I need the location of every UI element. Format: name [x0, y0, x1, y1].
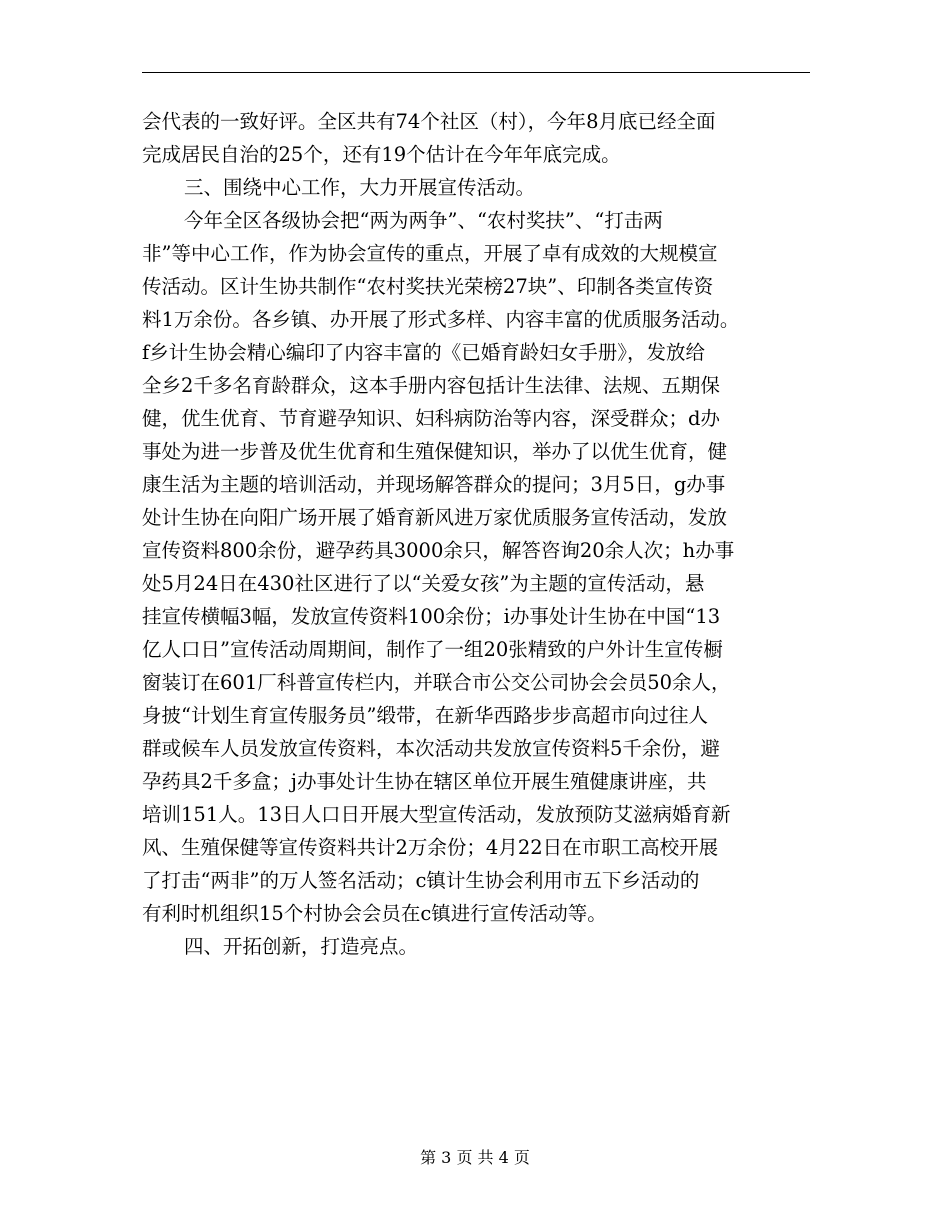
text-line: 处5月24日在430社区进行了以“关爱女孩”为主题的宣传活动，悬 [142, 572, 705, 595]
text-line: 群或候车人员发放宣传资料，本次活动共发放宣传资料5千余份，避 [142, 737, 720, 760]
text-line: 培训151人。13日人口日开展大型宣传活动，发放预防艾滋病婚育新 [142, 803, 731, 826]
text-line: 非”等中心工作，作为协会宣传的重点，开展了卓有成效的大规模宣 [142, 242, 718, 265]
text-line: 料1万余份。各乡镇、办开展了形式多样、内容丰富的优质服务活动。 [142, 308, 740, 331]
text-line: 传活动。区计生协共制作“农村奖扶光荣榜27块”、印制各类宣传资 [142, 275, 714, 298]
text-line: 亿人口日”宣传活动周期间，制作了一组20张精致的户外计生宣传橱 [142, 638, 723, 661]
body-text [142, 105, 810, 963]
section-heading: 四、开拓创新，打造亮点。 [184, 935, 419, 958]
paragraph-start: 今年全区各级协会把“两为两争”、“农村奖扶”、“打击两 [184, 209, 663, 232]
text-line: 有利时机组织15个村协会会员在c镇进行宣传活动等。 [142, 902, 607, 925]
text-line: 事处为进一步普及优生优育和生殖保健知识，举办了以优生优育，健 [142, 440, 728, 463]
text-line: 窗装订在601厂科普宣传栏内，并联合市公交公司协会会员50余人， [142, 671, 731, 694]
text-line: 风、生殖保健等宣传资料共计2万余份；4月22日在市职工高校开展 [142, 836, 719, 859]
text-line: 健，优生优育、节育避孕知识、妇科病防治等内容，深受群众；d办 [142, 407, 720, 430]
section-heading: 三、围绕中心工作，大力开展宣传活动。 [184, 176, 536, 199]
text-line: 身披“计划生育宣传服务员”缎带，在新华西路步步高超市向过往人 [142, 704, 708, 727]
text-line: 处计生协在向阳广场开展了婚育新风进万家优质服务宣传活动，发放 [142, 506, 728, 529]
page-number-footer: 第 3 页 共 4 页 [420, 1148, 530, 1167]
text-line: 宣传资料800余份，避孕药具3000余只，解答咨询20余人次；h办事 [142, 539, 735, 562]
text-line: 会代表的一致好评。全区共有74个社区（村），今年8月底已经全面 [142, 110, 716, 133]
text-line: 完成居民自治的25个，还有19个估计在今年年底完成。 [142, 143, 621, 166]
text-line: f乡计生协会精心编印了内容丰富的《已婚育龄妇女手册》，发放给 [142, 341, 705, 364]
text-line: 挂宣传横幅3幅，发放宣传资料100余份；i办事处计生协在中国“13 [142, 605, 721, 628]
text-line: 孕药具2千多盒；j办事处计生协在辖区单位开展生殖健康讲座，共 [142, 770, 707, 793]
text-line: 康生活为主题的培训活动，并现场解答群众的提问；3月5日，g办事 [142, 473, 726, 496]
text-line: 了打击“两非”的万人签名活动；c镇计生协会利用市五下乡活动的 [142, 869, 700, 892]
text-line: 全乡2千多名育龄群众，这本手册内容包括计生法律、法规、五期保 [142, 374, 720, 397]
header-rule [142, 72, 810, 73]
